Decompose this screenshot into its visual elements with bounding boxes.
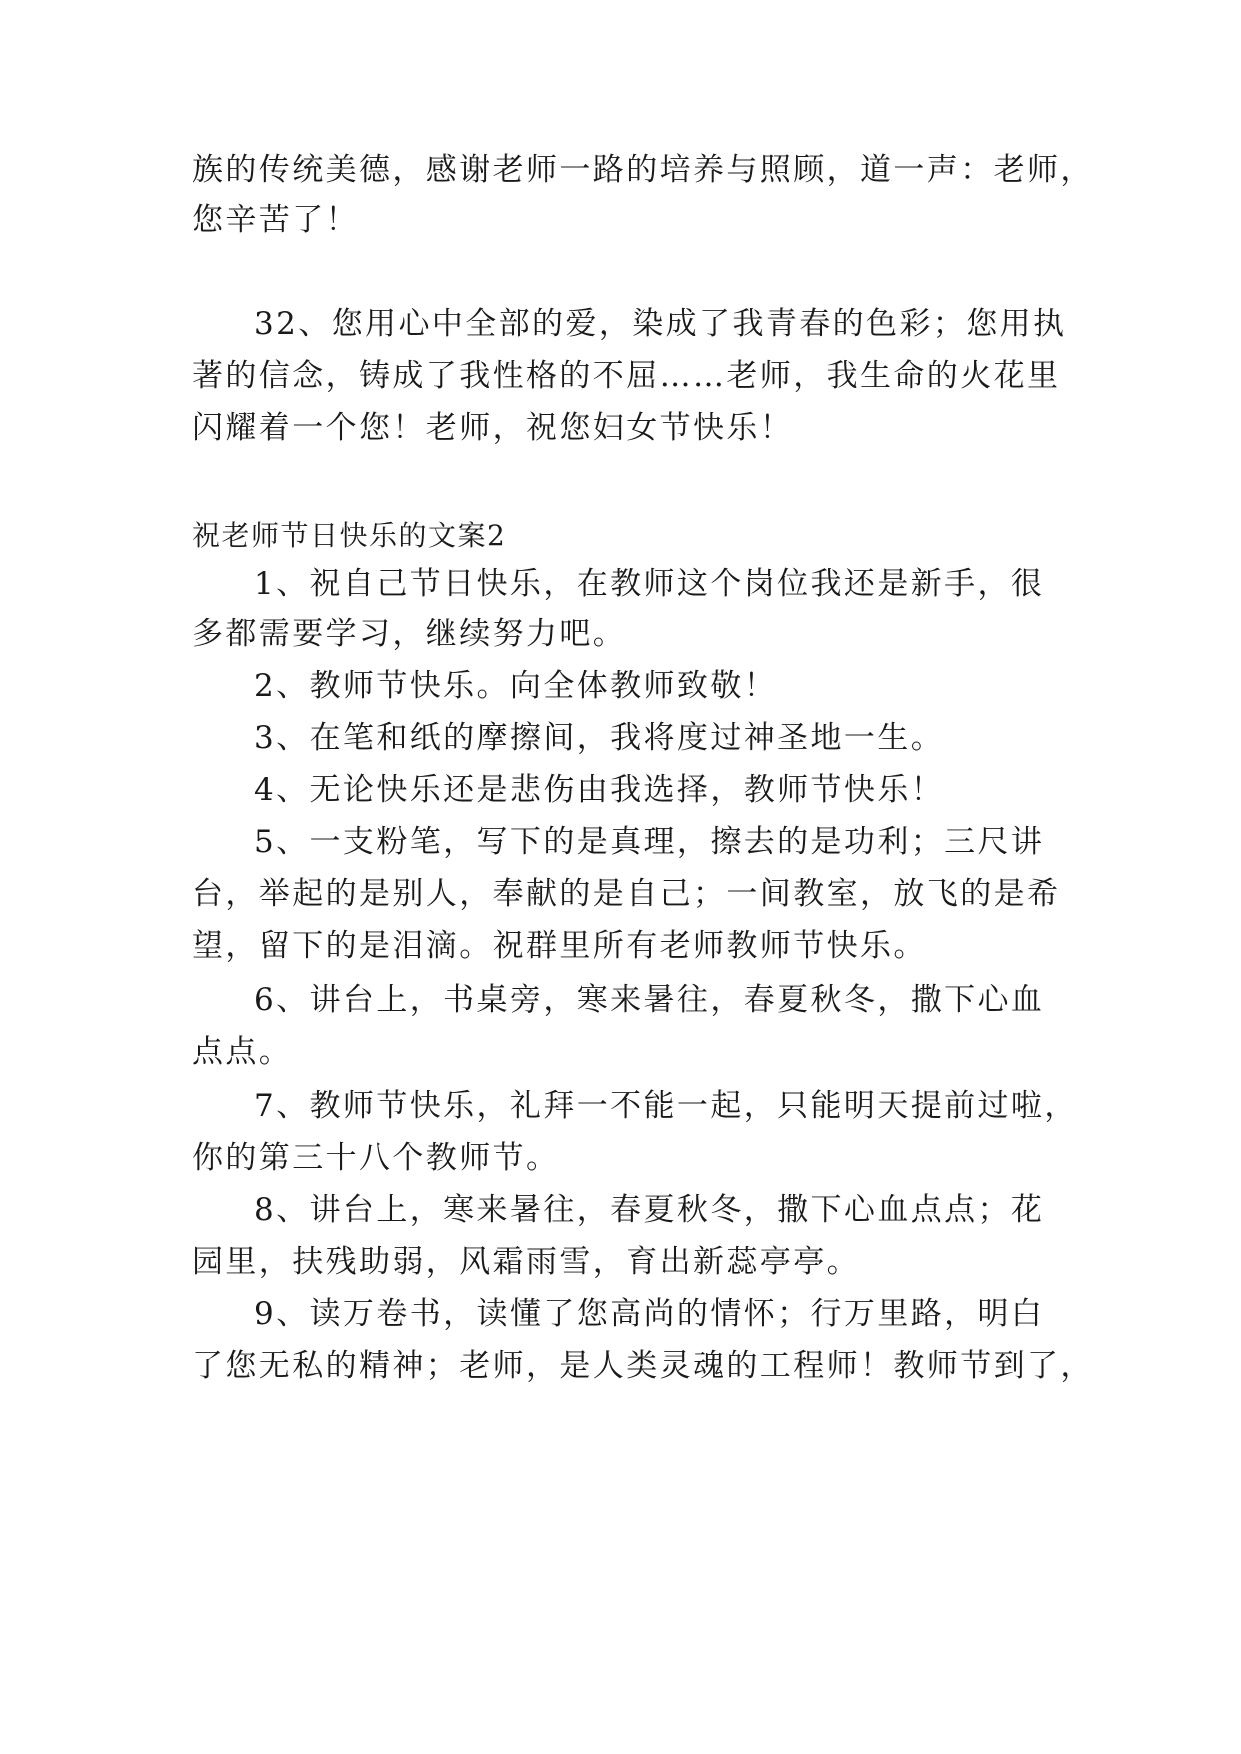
list-item-line: 园里，扶残助弱，风霜雨雪，育出新蕊亭亭。 xyxy=(192,1244,860,1280)
list-item-line: 1、祝自己节日快乐，在教师这个岗位我还是新手，很 xyxy=(254,566,1045,602)
section-heading: 祝老师节日快乐的文案2 xyxy=(192,519,507,552)
list-item-line: 你的第三十八个教师节。 xyxy=(192,1140,560,1176)
paragraph-line: 您辛苦了！ xyxy=(192,202,359,238)
list-item-line: 6、讲台上，书桌旁，寒来暑往，春夏秋冬，撒下心血 xyxy=(254,982,1045,1018)
paragraph-line: 闪耀着一个您！老师，祝您妇女节快乐！ xyxy=(192,410,794,446)
list-item-line: 3、在笔和纸的摩擦间，我将度过神圣地一生。 xyxy=(254,720,945,756)
list-item-line: 8、讲台上，寒来暑往，春夏秋冬，撒下心血点点；花 xyxy=(254,1192,1045,1228)
document-page xyxy=(192,0,1094,1754)
list-item-line: 台，举起的是别人，奉献的是自己；一间教室，放飞的是希 xyxy=(192,876,1061,912)
list-item-line: 9、读万卷书，读懂了您高尚的情怀；行万里路，明白 xyxy=(254,1296,1045,1332)
paragraph-line: 32、您用心中全部的爱，染成了我青春的色彩；您用执 xyxy=(254,306,1067,342)
list-item-line: 7、教师节快乐，礼拜一不能一起，只能明天提前过啦， xyxy=(254,1088,1078,1124)
list-item-line: 2、教师节快乐。向全体教师致敬！ xyxy=(254,668,778,704)
paragraph-line: 族的传统美德，感谢老师一路的培养与照顾，道一声：老师， xyxy=(192,152,1094,188)
list-item-line: 5、一支粉笔，写下的是真理，擦去的是功利；三尺讲 xyxy=(254,824,1045,860)
list-item-line: 4、无论快乐还是悲伤由我选择，教师节快乐！ xyxy=(254,772,945,808)
paragraph-line: 著的信念，铸成了我性格的不屈……老师，我生命的火花里 xyxy=(192,358,1061,394)
list-item-line: 点点。 xyxy=(192,1034,293,1070)
list-item-line: 多都需要学习，继续努力吧。 xyxy=(192,616,627,652)
list-item-line: 望，留下的是泪滴。祝群里所有老师教师节快乐。 xyxy=(192,928,927,964)
list-item-line: 了您无私的精神；老师，是人类灵魂的工程师！教师节到了， xyxy=(192,1348,1094,1384)
